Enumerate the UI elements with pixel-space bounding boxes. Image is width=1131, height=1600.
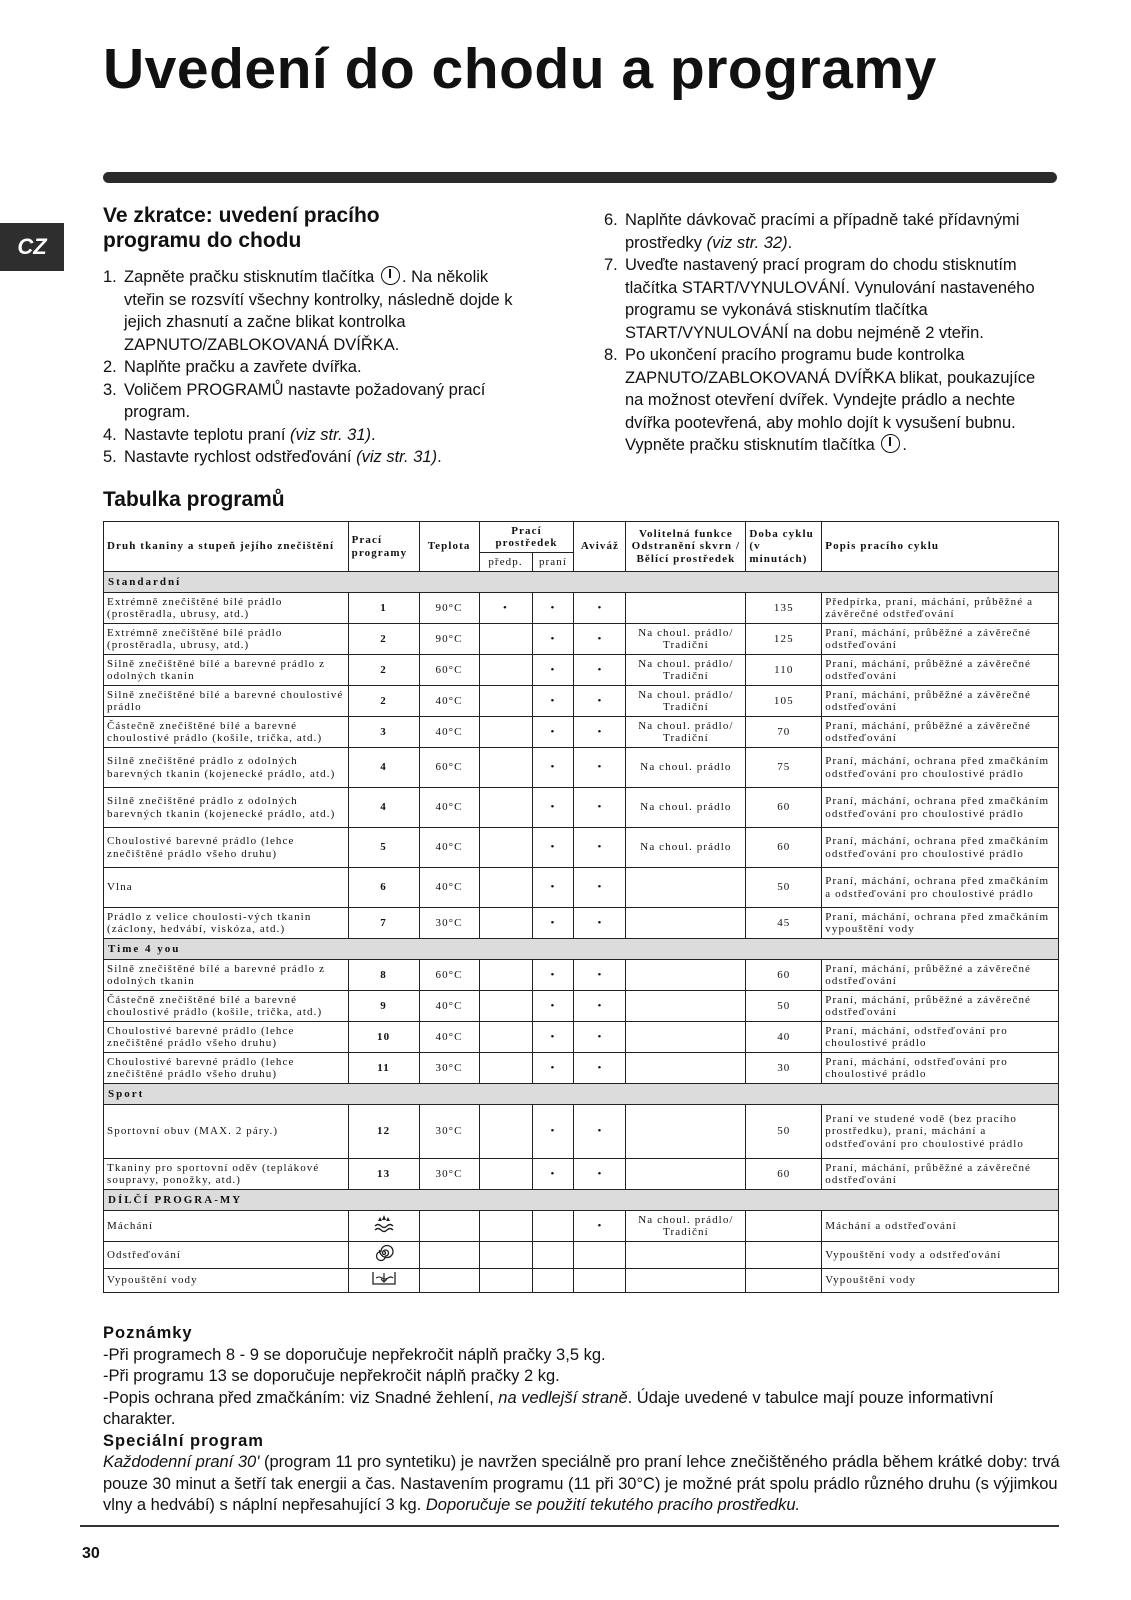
wash-cell: •: [532, 748, 574, 788]
fabric-cell: Choulostivé barevné prádlo (lehce znečištěné prádlo všeho druhu): [104, 828, 349, 868]
program-number-cell: 1: [348, 593, 419, 624]
program-row: [104, 717, 1059, 748]
softener-cell: •: [574, 717, 626, 748]
duration-cell: 45: [746, 908, 822, 939]
header-program: Prací programy: [348, 522, 419, 572]
program-row: [104, 624, 1059, 655]
partial-program-row: [104, 1242, 1059, 1269]
program-number-cell: 4: [348, 748, 419, 788]
step-number: 6.: [604, 211, 618, 229]
program-row: [104, 788, 1059, 828]
wash-cell: •: [532, 991, 574, 1022]
description-cell: Praní, máchání, ochrana před zmačkáním a odstřeďování pro choulostivé prádlo: [822, 868, 1059, 908]
description-cell: Praní, máchání, průběžné a závěrečné odstřeďování: [822, 655, 1059, 686]
spin-icon: [374, 1243, 394, 1267]
note-line: -Popis ochrana před zmačkáním: viz Snadné žehlení, na vedlejší straně. Údaje uvedené v tabulce mají pouze informativní charakter.: [103, 1388, 994, 1428]
prewash-cell: [479, 686, 532, 717]
fabric-cell: Vlna: [104, 868, 349, 908]
program-number-cell: 2: [348, 655, 419, 686]
section-name: Standardní: [104, 572, 1059, 593]
wash-cell: [532, 1268, 574, 1293]
softener-cell: •: [574, 1159, 626, 1190]
description-cell: Praní, máchání, ochrana před zmačkáním vypouštění vody: [822, 908, 1059, 939]
duration-cell: 30: [746, 1053, 822, 1084]
option-cell: [626, 908, 746, 939]
program-row: [104, 655, 1059, 686]
description-cell: Praní, máchání, průběžné a závěrečné odstřeďování: [822, 960, 1059, 991]
description-cell: Praní, máchání, ochrana před zmačkáním odstřeďování pro choulostivé prádlo: [822, 788, 1059, 828]
temperature-cell: 40°C: [419, 788, 479, 828]
fabric-cell: Silně znečištěné bílé a barevné prádlo z odolných tkanin: [104, 655, 349, 686]
option-cell: [626, 960, 746, 991]
temperature-cell: 40°C: [419, 686, 479, 717]
softener-cell: •: [574, 788, 626, 828]
option-cell: Na choul. prádlo/ Tradiční: [626, 624, 746, 655]
description-cell: Praní, máchání, průběžné a závěrečné odstřeďování: [822, 624, 1059, 655]
prewash-cell: [479, 960, 532, 991]
step-text: Nastavte rychlost odstřeďování (viz str. 31).: [124, 448, 442, 466]
wash-cell: •: [532, 868, 574, 908]
wash-cell: •: [532, 717, 574, 748]
duration-cell: 60: [746, 1159, 822, 1190]
description-cell: Praní, máchání, odstřeďování pro choulostivé prádlo: [822, 1053, 1059, 1084]
wash-cell: •: [532, 1053, 574, 1084]
step-item: [103, 266, 528, 356]
wash-cell: •: [532, 1159, 574, 1190]
duration-cell: 60: [746, 960, 822, 991]
softener-cell: •: [574, 655, 626, 686]
option-cell: [626, 868, 746, 908]
wash-cell: •: [532, 788, 574, 828]
softener-cell: •: [574, 1053, 626, 1084]
page-number: 30: [82, 1545, 100, 1562]
step-item: [604, 344, 1049, 457]
program-row: [104, 908, 1059, 939]
softener-cell: •: [574, 960, 626, 991]
temperature-cell: [419, 1268, 479, 1293]
softener-cell: •: [574, 1211, 626, 1242]
duration-cell: 125: [746, 624, 822, 655]
prewash-cell: [479, 1242, 532, 1269]
temperature-cell: 40°C: [419, 1022, 479, 1053]
prewash-cell: [479, 655, 532, 686]
wash-cell: •: [532, 1022, 574, 1053]
program-row: [104, 1053, 1059, 1084]
fabric-cell: Tkaniny pro sportovní oděv (teplákové soupravy, ponožky, atd.): [104, 1159, 349, 1190]
temperature-cell: 90°C: [419, 593, 479, 624]
temperature-cell: 90°C: [419, 624, 479, 655]
note-line: -Při programu 13 se doporučuje nepřekročit náplň pračky 2 kg.: [103, 1367, 560, 1385]
step-item: [103, 379, 528, 424]
fabric-cell: Choulostivé barevné prádlo (lehce znečištěné prádlo všeho druhu): [104, 1022, 349, 1053]
prewash-cell: [479, 717, 532, 748]
prewash-cell: [479, 991, 532, 1022]
step-text: Naplňte dávkovač pracími a případně také přídavnými prostředky (viz str. 32).: [625, 211, 1020, 252]
step-number: 1.: [103, 268, 117, 286]
temperature-cell: [419, 1242, 479, 1269]
prewash-cell: [479, 828, 532, 868]
fabric-cell: Choulostivé barevné prádlo (lehce znečištěné prádlo všeho druhu): [104, 1053, 349, 1084]
program-number-cell: 13: [348, 1159, 419, 1190]
header-softener: Aviváž: [574, 522, 626, 572]
temperature-cell: [419, 1211, 479, 1242]
program-number-cell: 6: [348, 868, 419, 908]
program-row: [104, 828, 1059, 868]
special-program-heading: Speciální program: [103, 1431, 264, 1450]
option-cell: Na choul. prádlo: [626, 748, 746, 788]
notes-heading: Poznámky: [103, 1324, 193, 1342]
temperature-cell: 40°C: [419, 991, 479, 1022]
duration-cell: 40: [746, 1022, 822, 1053]
program-number-cell: 10: [348, 1022, 419, 1053]
option-cell: [626, 1268, 746, 1293]
duration-cell: 70: [746, 717, 822, 748]
program-number-cell: 7: [348, 908, 419, 939]
step-item: [604, 209, 1049, 254]
option-cell: [626, 1105, 746, 1159]
description-cell: Praní, máchání, ochrana před zmačkáním odstřeďování pro choulostivé prádlo: [822, 828, 1059, 868]
program-symbol-cell: [348, 1242, 419, 1269]
temperature-cell: 40°C: [419, 868, 479, 908]
program-number-cell: 3: [348, 717, 419, 748]
title-rule: [103, 172, 1057, 183]
duration-cell: 135: [746, 593, 822, 624]
duration-cell: [746, 1268, 822, 1293]
program-row: [104, 686, 1059, 717]
step-text: Zapněte pračku stisknutím tlačítka . Na několik vteřin se rozsvítí všechny kontrolky, následně dojde k jejich zhasnutí a začne blikat kontrolka ZAPNUTO/ZABLOKOVANÁ DVÍŘKA.: [124, 268, 513, 354]
wash-cell: [532, 1211, 574, 1242]
header-wash: praní: [532, 553, 574, 572]
temperature-cell: 40°C: [419, 717, 479, 748]
step-item: [604, 254, 1049, 344]
duration-cell: 50: [746, 868, 822, 908]
fabric-cell: Extrémně znečištěné bílé prádlo (prostěradla, ubrusy, atd.): [104, 624, 349, 655]
prewash-cell: [479, 788, 532, 828]
duration-cell: 60: [746, 828, 822, 868]
partial-program-row: [104, 1268, 1059, 1293]
option-cell: [626, 593, 746, 624]
softener-cell: •: [574, 991, 626, 1022]
header-options: Volitelná funkce Odstranění skvrn / Bělící prostředek: [626, 522, 746, 572]
prewash-cell: [479, 1022, 532, 1053]
duration-cell: 75: [746, 748, 822, 788]
program-number-cell: 9: [348, 991, 419, 1022]
softener-cell: •: [574, 908, 626, 939]
quick-start-steps: [103, 266, 528, 469]
option-cell: Na choul. prádlo/ Tradiční: [626, 717, 746, 748]
step-number: 8.: [604, 346, 618, 364]
header-duration: Doba cyklu (v minutách): [746, 522, 822, 572]
fabric-cell: Extrémně znečištěné bílé prádlo (prostěradla, ubrusy, atd.): [104, 593, 349, 624]
softener-cell: •: [574, 593, 626, 624]
section-row: [104, 1190, 1059, 1211]
step-item: [103, 356, 528, 379]
step-number: 4.: [103, 425, 117, 444]
fabric-cell: Máchání: [104, 1211, 349, 1242]
prewash-cell: [479, 1053, 532, 1084]
program-number-cell: 12: [348, 1105, 419, 1159]
header-description: Popis pracího cyklu: [822, 522, 1059, 572]
rinse-icon: [372, 1214, 396, 1238]
option-cell: [626, 1159, 746, 1190]
option-cell: [626, 991, 746, 1022]
fabric-cell: Silně znečištěné prádlo z odolných barevných tkanin (kojenecké prádlo, atd.): [104, 788, 349, 828]
section-row: [104, 572, 1059, 593]
wash-cell: •: [532, 908, 574, 939]
duration-cell: 50: [746, 991, 822, 1022]
section-name: Sport: [104, 1084, 1059, 1105]
wash-cell: •: [532, 686, 574, 717]
header-detergent: Prací prostředek: [479, 522, 574, 553]
wash-cell: •: [532, 960, 574, 991]
step-number: 2.: [103, 358, 117, 376]
program-row: [104, 748, 1059, 788]
program-row: [104, 1159, 1059, 1190]
program-number-cell: 8: [348, 960, 419, 991]
option-cell: Na choul. prádlo: [626, 788, 746, 828]
fabric-cell: Vypouštění vody: [104, 1268, 349, 1293]
description-cell: Předpírka, praní, máchání, průběžné a závěrečné odstřeďování: [822, 593, 1059, 624]
fabric-cell: Silně znečištěné prádlo z odolných barevných tkanin (kojenecké prádlo, atd.): [104, 748, 349, 788]
footer-rule: [80, 1525, 1059, 1527]
power-icon: [881, 434, 900, 453]
partial-program-row: [104, 1211, 1059, 1242]
program-symbol-cell: [348, 1268, 419, 1293]
special-program-text: Každodenní praní 30' (program 11 pro syntetiku) je navržen speciálně pro praní lehce znečištěného prádla během krátké doby: trvá pouze 30 minut a šetří tak energii a čas. Nastavením programu (11 při 30°C) je možné prát spolu prádlo různého druhu (s výjimkou vlny a hedvábí) s náplní nepřesahující 3 kg. Doporučuje se použití tekutého pracího prostředku.: [103, 1453, 1060, 1514]
program-row: [104, 593, 1059, 624]
prewash-cell: [479, 1268, 532, 1293]
wash-cell: •: [532, 655, 574, 686]
step-number: 7.: [604, 256, 618, 274]
temperature-cell: 30°C: [419, 1053, 479, 1084]
description-cell: Praní ve studené vodě (bez pracího prostředku), praní, máchání a odstřeďování pro choulostivé prádlo: [822, 1105, 1059, 1159]
prewash-cell: [479, 624, 532, 655]
prewash-cell: [479, 748, 532, 788]
step-item: [103, 424, 528, 447]
prewash-cell: [479, 868, 532, 908]
fabric-cell: Silně znečištěné bílé a barevné choulostivé prádlo: [104, 686, 349, 717]
step-text: Naplňte pračku a zavřete dvířka.: [124, 358, 362, 376]
prewash-cell: [479, 1211, 532, 1242]
fabric-cell: Prádlo z velice choulosti-vých tkanin (záclony, hedvábí, viskóza, atd.): [104, 908, 349, 939]
program-row: [104, 991, 1059, 1022]
section-row: [104, 1084, 1059, 1105]
description-cell: Máchání a odstřeďování: [822, 1211, 1059, 1242]
section-row: [104, 939, 1059, 960]
quick-start-steps-continued: [604, 209, 1049, 457]
prewash-cell: •: [479, 593, 532, 624]
temperature-cell: 30°C: [419, 1159, 479, 1190]
temperature-cell: 30°C: [419, 908, 479, 939]
softener-cell: •: [574, 686, 626, 717]
step-number: 5.: [103, 448, 117, 466]
fabric-cell: Sportovní obuv (MAX. 2 páry.): [104, 1105, 349, 1159]
duration-cell: [746, 1242, 822, 1269]
section-name: Time 4 you: [104, 939, 1059, 960]
description-cell: Praní, máchání, průběžné a závěrečné odstřeďování: [822, 991, 1059, 1022]
programs-table: [103, 521, 1059, 1293]
softener-cell: [574, 1242, 626, 1269]
softener-cell: •: [574, 1105, 626, 1159]
prewash-cell: [479, 908, 532, 939]
program-number-cell: 11: [348, 1053, 419, 1084]
option-cell: [626, 1053, 746, 1084]
wash-cell: •: [532, 1105, 574, 1159]
description-cell: Vypouštění vody a odstřeďování: [822, 1242, 1059, 1269]
program-row: [104, 1022, 1059, 1053]
language-tab: CZ: [0, 223, 64, 271]
duration-cell: 50: [746, 1105, 822, 1159]
description-cell: Praní, máchání, odstřeďování pro choulostivé prádlo: [822, 1022, 1059, 1053]
option-cell: Na choul. prádlo/ Tradiční: [626, 686, 746, 717]
program-row: [104, 960, 1059, 991]
prewash-cell: [479, 1105, 532, 1159]
softener-cell: •: [574, 1022, 626, 1053]
description-cell: Praní, máchání, průběžné a závěrečné odstřeďování: [822, 1159, 1059, 1190]
step-number: 3.: [103, 380, 117, 399]
duration-cell: [746, 1211, 822, 1242]
fabric-cell: Silně znečištěné bílé a barevné prádlo z odolných tkanin: [104, 960, 349, 991]
temperature-cell: 60°C: [419, 655, 479, 686]
header-fabric: Druh tkaniny a stupeň jejího znečištění: [104, 522, 349, 572]
step-text: Voličem PROGRAMŮ nastavte požadovaný prací program.: [124, 380, 486, 421]
header-prewash: předp.: [479, 553, 532, 572]
option-cell: Na choul. prádlo: [626, 828, 746, 868]
program-number-cell: 4: [348, 788, 419, 828]
drain-icon: [371, 1270, 397, 1292]
program-number-cell: 2: [348, 624, 419, 655]
power-icon: [381, 266, 400, 285]
option-cell: Na choul. prádlo/ Tradiční: [626, 655, 746, 686]
description-cell: Praní, máchání, průběžné a závěrečné odstřeďování: [822, 717, 1059, 748]
temperature-cell: 60°C: [419, 960, 479, 991]
fabric-cell: Částečně znečištěné bílé a barevné choulostivé prádlo (košile, trička, atd.): [104, 991, 349, 1022]
program-row: [104, 1105, 1059, 1159]
description-cell: Vypouštění vody: [822, 1268, 1059, 1293]
prewash-cell: [479, 1159, 532, 1190]
header-temperature: Teplota: [419, 522, 479, 572]
page-title: Uvedení do chodu a programy: [103, 37, 937, 101]
softener-cell: •: [574, 868, 626, 908]
description-cell: Praní, máchání, ochrana před zmačkáním odstřeďování pro choulostivé prádlo: [822, 748, 1059, 788]
program-number-cell: 5: [348, 828, 419, 868]
softener-cell: •: [574, 624, 626, 655]
program-number-cell: 2: [348, 686, 419, 717]
section-name: DÍLČÍ PROGRA-MY: [104, 1190, 1059, 1211]
notes-section: [103, 1323, 1063, 1517]
step-text: Uveďte nastavený prací program do chodu stisknutím tlačítka START/VYNULOVÁNÍ. Vynulování nastaveného programu se vykonává stisknutím tlačítka START/VYNULOVÁNÍ na dobu nejméně 2 vteřin.: [625, 256, 1035, 342]
temperature-cell: 30°C: [419, 1105, 479, 1159]
fabric-cell: Odstřeďování: [104, 1242, 349, 1269]
duration-cell: 110: [746, 655, 822, 686]
program-row: [104, 868, 1059, 908]
option-cell: [626, 1022, 746, 1053]
softener-cell: •: [574, 748, 626, 788]
wash-cell: •: [532, 624, 574, 655]
softener-cell: •: [574, 828, 626, 868]
temperature-cell: 60°C: [419, 748, 479, 788]
temperature-cell: 40°C: [419, 828, 479, 868]
wash-cell: •: [532, 828, 574, 868]
step-text: Po ukončení pracího programu bude kontrolka ZAPNUTO/ZABLOKOVANÁ DVÍŘKA blikat, poukazujíce na možnost otevření dvířek. Vyndejte prádlo a nechte dvířka pootevřená, aby mohlo dojít k vysušení bubnu. Vypněte pračku stisknutím tlačítka .: [625, 346, 1036, 454]
program-symbol-cell: [348, 1211, 419, 1242]
duration-cell: 105: [746, 686, 822, 717]
softener-cell: [574, 1268, 626, 1293]
description-cell: Praní, máchání, průběžné a závěrečné odstřeďování: [822, 686, 1059, 717]
step-item: [103, 446, 528, 469]
fabric-cell: Částečně znečištěné bílé a barevné choulostivé prádlo (košile, trička, atd.): [104, 717, 349, 748]
option-cell: [626, 1242, 746, 1269]
wash-cell: •: [532, 593, 574, 624]
step-text: Nastavte teplotu praní (viz str. 31).: [124, 425, 376, 444]
quick-start-title: Ve zkratce: uvedení pracího programu do chodu: [103, 204, 380, 252]
option-cell: Na choul. prádlo/ Tradiční: [626, 1211, 746, 1242]
programs-table-title: Tabulka programů: [103, 488, 285, 511]
note-line: -Při programech 8 - 9 se doporučuje nepřekročit náplň pračky 3,5 kg.: [103, 1345, 606, 1364]
duration-cell: 60: [746, 788, 822, 828]
wash-cell: [532, 1242, 574, 1269]
